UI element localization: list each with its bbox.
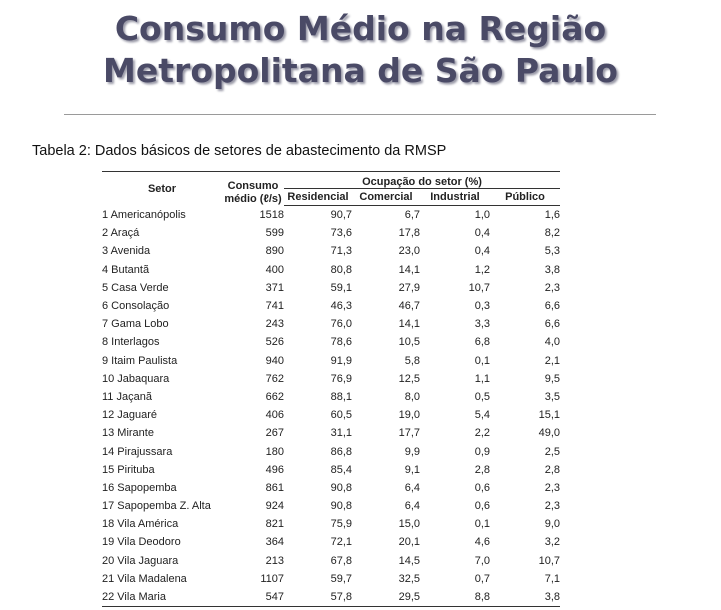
cell-consumo: 940 [265, 354, 284, 367]
cell-industrial: 0,1 [474, 354, 490, 367]
cell-industrial: 1,1 [474, 372, 490, 385]
table-row [102, 442, 560, 460]
table-row [102, 533, 560, 551]
table-row [102, 570, 560, 588]
cell-consumo: 243 [265, 318, 284, 331]
table-row [102, 297, 560, 315]
cell-setor: 16 Sapopemba [102, 481, 177, 494]
cell-setor: 19 Vila Deodoro [102, 536, 181, 549]
cell-setor: 1 Americanópolis [102, 208, 186, 221]
table-row [102, 370, 560, 388]
table-row [102, 388, 560, 406]
table-row [102, 224, 560, 242]
cell-comercial: 12,5 [398, 372, 420, 385]
slide-title-line-2: Metropolitana de São Paulo [103, 51, 618, 90]
cell-setor: 14 Pirajussara [102, 445, 173, 458]
cell-publico: 3,2 [544, 536, 560, 549]
cell-setor: 13 Mirante [102, 427, 154, 440]
cell-comercial: 27,9 [398, 281, 420, 294]
cell-comercial: 9,9 [404, 445, 420, 458]
header-ocupacao-group: Ocupação do setor (%) [284, 172, 560, 189]
cell-setor: 17 Sapopemba Z. Alta [102, 500, 211, 513]
table-row [102, 552, 560, 570]
cell-residencial: 46,3 [330, 300, 352, 313]
cell-residencial: 90,8 [330, 500, 352, 513]
cell-comercial: 14,1 [398, 263, 420, 276]
cell-industrial: 3,3 [474, 318, 490, 331]
table-row [102, 242, 560, 260]
cell-consumo: 400 [265, 263, 284, 276]
cell-comercial: 6,4 [404, 500, 420, 513]
cell-consumo: 371 [265, 281, 284, 294]
cell-comercial: 6,4 [404, 481, 420, 494]
cell-comercial: 17,8 [398, 227, 420, 240]
cell-setor: 15 Pirituba [102, 463, 155, 476]
cell-residencial: 88,1 [330, 390, 352, 403]
cell-industrial: 0,6 [474, 481, 490, 494]
cell-industrial: 6,8 [474, 336, 490, 349]
header-consumo [222, 172, 284, 206]
cell-consumo: 180 [265, 445, 284, 458]
cell-residencial: 76,0 [330, 318, 352, 331]
cell-publico: 6,6 [544, 300, 560, 313]
cell-setor: 9 Itaim Paulista [102, 354, 178, 367]
cell-publico: 3,8 [544, 263, 560, 276]
cell-comercial: 32,5 [398, 572, 420, 585]
cell-comercial: 17,7 [398, 427, 420, 440]
cell-comercial: 14,5 [398, 554, 420, 567]
cell-publico: 9,0 [544, 518, 560, 531]
header-comercial: Comercial [352, 189, 420, 206]
table-row [102, 424, 560, 442]
header-publico: Público [490, 189, 560, 206]
cell-setor: 7 Gama Lobo [102, 318, 169, 331]
cell-consumo: 213 [265, 554, 284, 567]
table-row [102, 461, 560, 479]
cell-industrial: 10,7 [468, 281, 490, 294]
cell-residencial: 91,9 [330, 354, 352, 367]
table-row [102, 479, 560, 497]
cell-industrial: 5,4 [474, 409, 490, 422]
cell-consumo: 1518 [259, 208, 284, 221]
cell-residencial: 90,7 [330, 209, 352, 222]
cell-industrial: 0,4 [474, 245, 490, 258]
cell-comercial: 10,5 [398, 336, 420, 349]
cell-consumo: 821 [265, 518, 284, 531]
cell-residencial: 60,5 [330, 409, 352, 422]
cell-industrial: 0,6 [474, 500, 490, 513]
cell-residencial: 31,1 [330, 427, 352, 440]
cell-consumo: 496 [265, 463, 284, 476]
cell-publico: 2,8 [544, 463, 560, 476]
cell-consumo: 924 [265, 500, 284, 513]
cell-publico: 2,5 [544, 445, 560, 458]
cell-consumo: 526 [265, 336, 284, 349]
cell-publico: 49,0 [538, 427, 560, 440]
cell-industrial: 1,2 [474, 263, 490, 276]
cell-industrial: 2,8 [474, 463, 490, 476]
table-row [102, 406, 560, 424]
cell-industrial: 0,4 [474, 227, 490, 240]
cell-publico: 4,0 [544, 336, 560, 349]
table-row [102, 261, 560, 279]
cell-consumo: 741 [265, 300, 284, 313]
cell-publico: 7,1 [544, 572, 560, 585]
cell-setor: 18 Vila América [102, 518, 179, 531]
slide-title [0, 8, 721, 92]
cell-industrial: 0,3 [474, 300, 490, 313]
cell-industrial: 0,1 [474, 518, 490, 531]
cell-consumo: 890 [265, 245, 284, 258]
cell-residencial: 90,8 [330, 481, 352, 494]
cell-residencial: 78,6 [330, 336, 352, 349]
cell-consumo: 364 [265, 536, 284, 549]
table-row [102, 315, 560, 333]
cell-comercial: 14,1 [398, 318, 420, 331]
cell-residencial: 85,4 [330, 463, 352, 476]
header-industrial: Industrial [420, 189, 490, 206]
cell-comercial: 29,5 [352, 588, 420, 607]
cell-consumo: 599 [265, 227, 284, 240]
cell-comercial: 8,0 [404, 390, 420, 403]
header-setor: Setor [102, 172, 222, 206]
cell-publico: 2,3 [544, 500, 560, 513]
cell-industrial: 2,2 [474, 427, 490, 440]
cell-publico: 5,3 [544, 245, 560, 258]
cell-publico: 3,5 [544, 390, 560, 403]
cell-comercial: 20,1 [398, 536, 420, 549]
cell-consumo: 762 [265, 372, 284, 385]
header-consumo-line-1: Consumo [227, 179, 279, 192]
cell-consumo: 406 [265, 409, 284, 422]
cell-publico: 6,6 [544, 318, 560, 331]
cell-consumo: 547 [222, 588, 284, 607]
cell-industrial: 0,7 [474, 572, 490, 585]
cell-residencial: 57,8 [284, 588, 352, 607]
cell-industrial: 8,8 [420, 588, 490, 607]
cell-publico: 1,6 [544, 209, 560, 222]
cell-setor: 6 Consolação [102, 300, 170, 313]
cell-setor: 10 Jabaquara [102, 372, 170, 385]
cell-setor: 22 Vila Maria [102, 588, 222, 607]
header-row-1 [102, 172, 560, 189]
cell-publico: 15,1 [538, 409, 560, 422]
cell-publico: 3,8 [490, 588, 560, 607]
table-body [102, 206, 560, 607]
cell-consumo: 861 [265, 481, 284, 494]
cell-comercial: 15,0 [398, 518, 420, 531]
cell-consumo: 662 [265, 390, 284, 403]
cell-setor: 20 Vila Jaguara [102, 554, 179, 567]
cell-industrial: 7,0 [474, 554, 490, 567]
table-row [102, 279, 560, 297]
cell-setor: 3 Avenida [102, 245, 151, 258]
cell-residencial: 73,6 [330, 227, 352, 240]
cell-residencial: 86,8 [330, 445, 352, 458]
cell-setor: 12 Jaguaré [102, 409, 158, 422]
table-row [102, 497, 560, 515]
cell-comercial: 23,0 [398, 245, 420, 258]
cell-comercial: 46,7 [398, 300, 420, 313]
table-caption: Tabela 2: Dados básicos de setores de abastecimento da RMSP [32, 143, 447, 159]
cell-setor: 21 Vila Madalena [102, 572, 187, 585]
title-divider [64, 114, 656, 115]
cell-setor: 8 Interlagos [102, 336, 160, 349]
slide-title-line-1: Consumo Médio na Região [114, 9, 607, 48]
cell-comercial: 5,8 [404, 354, 420, 367]
cell-consumo: 1107 [260, 572, 284, 585]
cell-residencial: 71,3 [330, 245, 352, 258]
cell-industrial: 0,9 [474, 445, 490, 458]
cell-residencial: 75,9 [330, 518, 352, 531]
cell-setor: 11 Jaçanã [102, 390, 152, 403]
table-row [102, 206, 560, 225]
cell-consumo: 267 [265, 427, 284, 440]
table-row [102, 588, 560, 607]
header-residencial: Residencial [284, 189, 352, 206]
cell-residencial: 59,1 [330, 281, 352, 294]
cell-publico: 2,1 [544, 354, 560, 367]
cell-setor: 5 Casa Verde [102, 281, 169, 294]
cell-residencial: 76,9 [330, 372, 352, 385]
cell-residencial: 72,1 [330, 536, 352, 549]
cell-industrial: 4,6 [474, 536, 490, 549]
cell-setor: 2 Araçá [102, 227, 140, 240]
cell-industrial: 0,5 [474, 390, 490, 403]
cell-industrial: 1,0 [474, 209, 490, 222]
cell-comercial: 9,1 [404, 463, 420, 476]
cell-residencial: 80,8 [330, 263, 352, 276]
cell-publico: 9,5 [544, 372, 560, 385]
cell-residencial: 67,8 [330, 554, 352, 567]
cell-residencial: 59,7 [330, 572, 352, 585]
cell-publico: 2,3 [544, 481, 560, 494]
table-row [102, 352, 560, 370]
header-consumo-line-2: médio (ℓ/s) [224, 192, 282, 205]
cell-comercial: 6,7 [404, 209, 420, 222]
cell-setor: 4 Butantã [102, 263, 150, 276]
table-row [102, 333, 560, 351]
cell-publico: 8,2 [544, 227, 560, 240]
cell-publico: 2,3 [544, 281, 560, 294]
sector-data-table [102, 171, 560, 607]
cell-publico: 10,7 [538, 554, 560, 567]
cell-comercial: 19,0 [398, 409, 420, 422]
table-row [102, 515, 560, 533]
